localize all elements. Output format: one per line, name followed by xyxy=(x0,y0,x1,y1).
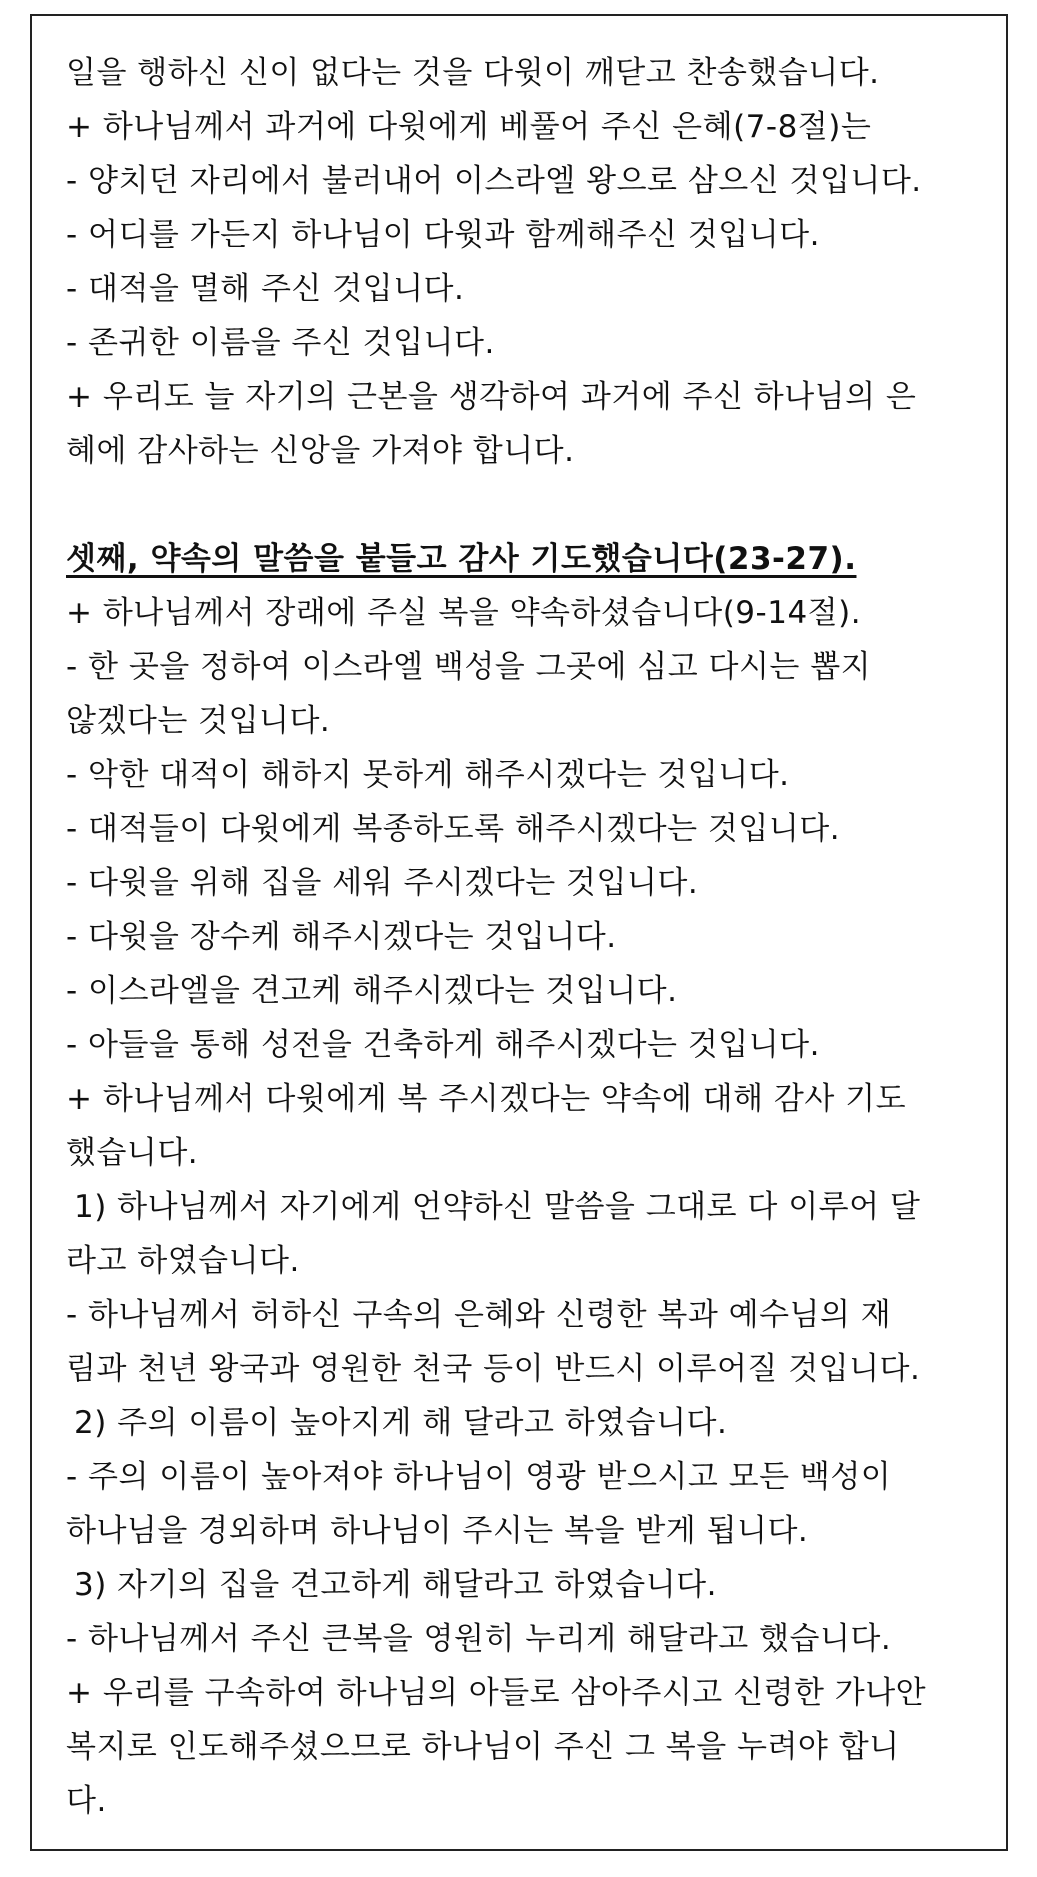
text-line: 일을 행하신 신이 없다는 것을 다윗이 깨닫고 찬송했습니다. xyxy=(66,55,880,91)
text-line: 않겠다는 것입니다. xyxy=(66,703,331,739)
text-line: - 어디를 가든지 하나님이 다윗과 함께해주신 것입니다. xyxy=(66,217,820,253)
text-line: - 대적을 멸해 주신 것입니다. xyxy=(66,271,465,307)
text-line: - 아들을 통해 성전을 건축하게 해주시겠다는 것입니다. xyxy=(66,1027,820,1063)
text-line: 1) 하나님께서 자기에게 언약하신 말씀을 그대로 다 이루어 달 xyxy=(74,1189,921,1225)
text-line: 라고 하였습니다. xyxy=(66,1243,300,1279)
text-line: + 우리도 늘 자기의 근본을 생각하여 과거에 주신 하나님의 은 xyxy=(66,379,917,415)
text-line: - 이스라엘을 견고케 해주시겠다는 것입니다. xyxy=(66,973,678,1009)
text-line: - 양치던 자리에서 불러내어 이스라엘 왕으로 삼으신 것입니다. xyxy=(66,163,922,199)
text-line: - 한 곳을 정하여 이스라엘 백성을 그곳에 심고 다시는 뽑지 xyxy=(66,649,872,685)
text-line: 2) 주의 이름이 높아지게 해 달라고 하였습니다. xyxy=(74,1405,728,1441)
text-line: 했습니다. xyxy=(66,1135,199,1171)
section-heading: 셋째, 약속의 말씀을 붙들고 감사 기도했습니다(23-27). xyxy=(66,541,857,577)
text-line: + 하나님께서 장래에 주실 복을 약속하셨습니다(9-14절). xyxy=(66,595,862,631)
text-line: - 하나님께서 주신 큰복을 영원히 누리게 해달라고 했습니다. xyxy=(66,1621,892,1657)
blank-line xyxy=(66,478,996,532)
text-line: + 우리를 구속하여 하나님의 아들로 삼아주시고 신령한 가나안 xyxy=(66,1675,927,1711)
text-line: - 악한 대적이 해하지 못하게 해주시겠다는 것입니다. xyxy=(66,757,790,793)
text-line: 복지로 인도해주셨으므로 하나님이 주신 그 복을 누려야 합니 xyxy=(66,1729,900,1765)
text-line: 다. xyxy=(66,1783,107,1819)
text-line: - 다윗을 위해 집을 세워 주시겠다는 것입니다. xyxy=(66,865,699,901)
text-line: - 존귀한 이름을 주신 것입니다. xyxy=(66,325,495,361)
text-line: - 다윗을 장수케 해주시겠다는 것입니다. xyxy=(66,919,617,955)
document-body xyxy=(66,46,996,1828)
text-line: - 대적들이 다윗에게 복종하도록 해주시겠다는 것입니다. xyxy=(66,811,841,847)
text-line: 하나님을 경외하며 하나님이 주시는 복을 받게 됩니다. xyxy=(66,1513,809,1549)
text-line: - 주의 이름이 높아져야 하나님이 영광 받으시고 모든 백성이 xyxy=(66,1459,892,1495)
text-line: + 하나님께서 다윗에게 복 주시겠다는 약속에 대해 감사 기도 xyxy=(66,1081,907,1117)
text-line: + 하나님께서 과거에 다윗에게 베풀어 주신 은혜(7-8절)는 xyxy=(66,109,872,145)
text-line: - 하나님께서 허하신 구속의 은혜와 신령한 복과 예수님의 재 xyxy=(66,1297,892,1333)
text-line: 혜에 감사하는 신앙을 가져야 합니다. xyxy=(66,433,575,469)
text-line: 림과 천년 왕국과 영원한 천국 등이 반드시 이루어질 것입니다. xyxy=(66,1351,921,1387)
page-border xyxy=(30,14,1008,1851)
text-line: 3) 자기의 집을 견고하게 해달라고 하였습니다. xyxy=(74,1567,717,1603)
